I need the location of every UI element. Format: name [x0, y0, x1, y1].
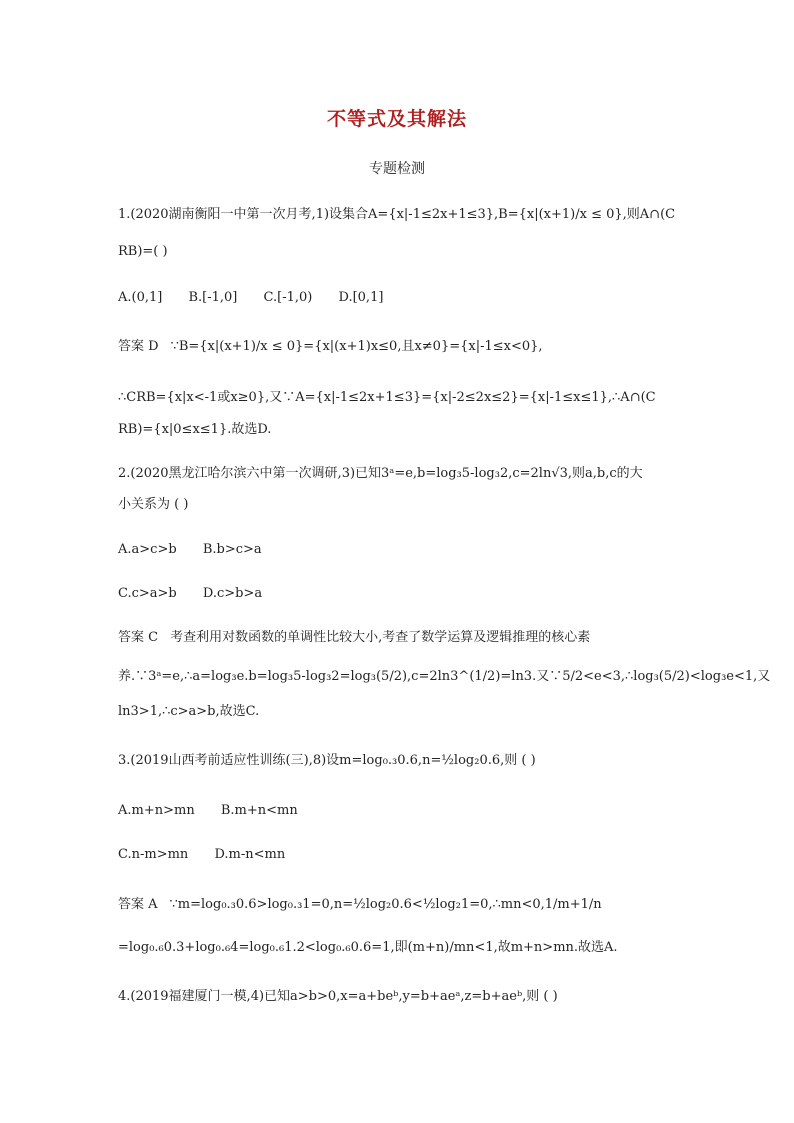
- q3-option-c: C.n-m>mn: [118, 847, 189, 862]
- q1-option-b: B.[-1,0]: [188, 290, 238, 305]
- q3-answer-text-1: ∵m=log₀.₃0.6>log₀.₃1=0,n=½log₂0.6<½log₂1=0,∴mn<0,1/m+1/n: [169, 897, 602, 912]
- q1-option-d: D.[0,1]: [338, 290, 384, 305]
- q2-option-c: C.c>a>b: [118, 586, 177, 601]
- q2-answer-line-2: 养.∵3ᵃ=e,∴a=log₃e.b=log₃5-log₃2=log₃(5/2),c=2ln3^(1/2)=ln3.又∵5/2<e<3,∴log₃(5/2)<log₃e<1,又: [118, 669, 771, 684]
- q3-option-d: D.m-n<mn: [214, 847, 286, 862]
- q2-option-d: D.c>b>a: [202, 586, 263, 601]
- q3-option-a: A.m+n>mn: [118, 803, 195, 818]
- q1-stem-line-2: RB)=( ): [118, 244, 168, 259]
- q1-stem-line-1: 1.(2020湖南衡阳一中第一次月考,1)设集合A={x|-1≤2x+1≤3},B={x|(x+1)/x ≤ 0},则A∩(C: [118, 207, 676, 222]
- q2-stem-line-1: 2.(2020黑龙江哈尔滨六中第一次调研,3)已知3ᵃ=e,b=log₃5-log₃2,c=2ln√3,则a,b,c的大: [118, 466, 643, 481]
- q2-answer-tag: 答案 C: [118, 630, 159, 645]
- q2-answer-line-1: [118, 629, 676, 647]
- q3-answer-line-2: =log₀.₆0.3+log₀.₆4=log₀.₆1.2<log₀.₆0.6=1,即(m+n)/mn<1,故m+n>mn.故选A.: [118, 940, 618, 955]
- q2-answer-line-3: ln3>1,∴c>a>b,故选C.: [118, 704, 260, 719]
- q3-stem: 3.(2019山西考前适应性训练(三),8)设m=log₀.₃0.6,n=½log₂0.6,则 ( ): [118, 753, 536, 768]
- q3-options-row-1: [118, 802, 676, 820]
- q1-answer-text-1: ∵B={x|(x+1)/x ≤ 0}={x|(x+1)x≤0,且x≠0}={x|-1≤x<0},: [170, 339, 543, 354]
- q2-options-row-2: [118, 585, 676, 603]
- q2-options-row-1: [118, 541, 676, 559]
- q2-stem-line-2: 小关系为 ( ): [118, 497, 189, 512]
- q1-answer-line-1: [118, 338, 676, 356]
- q1-answer-line-2: ∴CRB={x|x<-1或x≥0},又∵A={x|-1≤2x+1≤3}={x|-2≤2x≤2}={x|-1≤x≤1},∴A∩(C: [118, 390, 656, 405]
- q1-answer-line-3: RB)={x|0≤x≤1}.故选D.: [118, 422, 272, 437]
- q4-stem: 4.(2019福建厦门一模,4)已知a>b>0,x=a+beᵇ,y=b+aeᵃ,z=b+aeᵇ,则 ( ): [118, 989, 558, 1004]
- q1-option-c: C.[-1,0): [263, 290, 313, 305]
- q1-options: [118, 289, 676, 307]
- page-subtitle: 专题检测: [369, 161, 425, 177]
- q2-option-b: B.b>c>a: [202, 542, 262, 557]
- q1-answer-tag: 答案 D: [118, 339, 159, 354]
- q3-options-row-2: [118, 846, 676, 864]
- q1-option-a: A.(0,1]: [118, 290, 163, 305]
- q3-option-b: B.m+n<mn: [220, 803, 298, 818]
- page-title: 不等式及其解法: [326, 108, 467, 130]
- q2-option-a: A.a>c>b: [118, 542, 177, 557]
- q3-answer-tag: 答案 A: [118, 897, 158, 912]
- q2-answer-text-1: 考查利用对数函数的单调性比较大小,考查了数学运算及逻辑推理的核心素: [170, 630, 591, 645]
- q3-answer-line-1: [118, 896, 676, 914]
